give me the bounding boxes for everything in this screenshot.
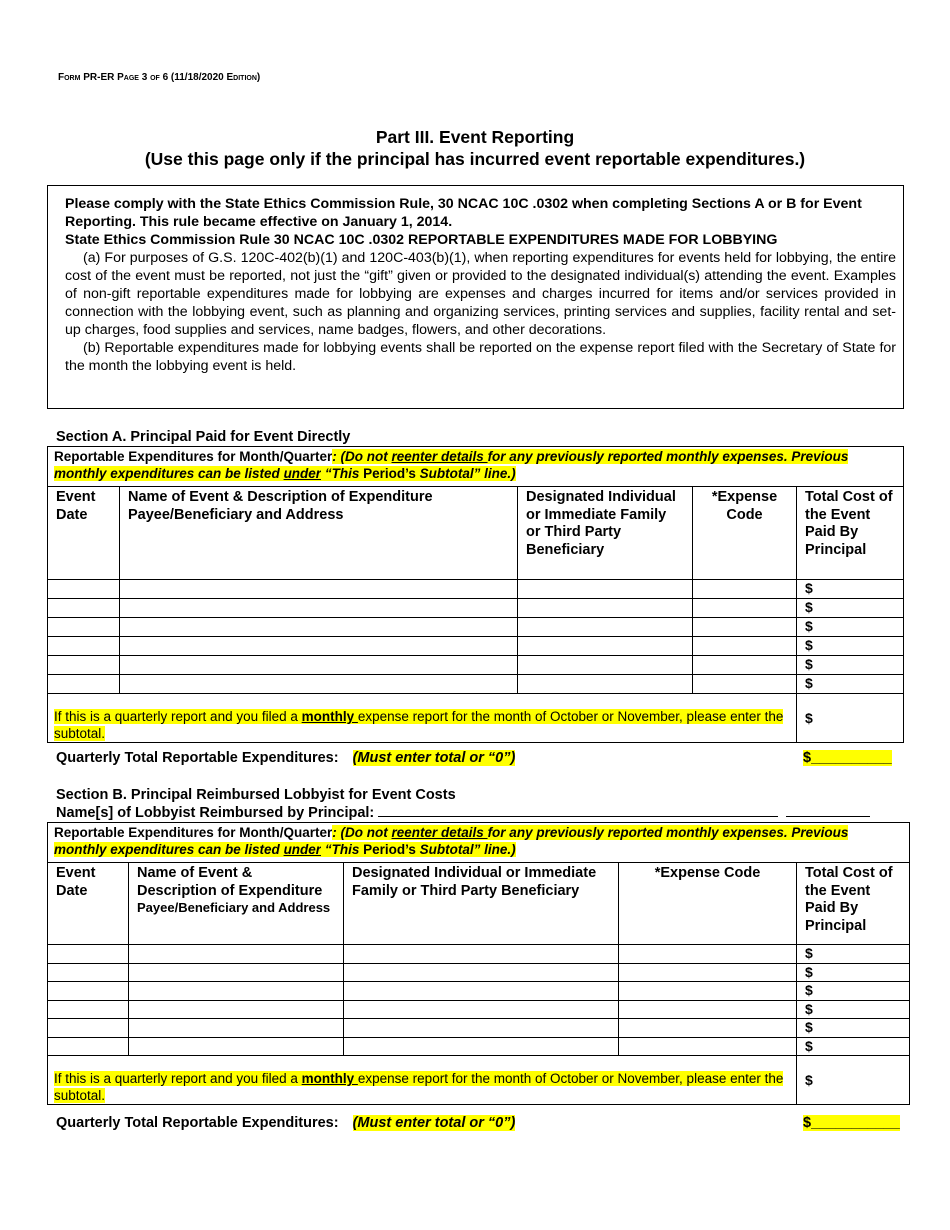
name-cell[interactable] xyxy=(120,618,518,637)
table-row xyxy=(48,1019,910,1038)
section-b-title: Section B. Principal Reimbursed Lobbyist for Event Costs xyxy=(56,787,456,803)
date-cell[interactable] xyxy=(48,982,129,1001)
date-cell[interactable] xyxy=(48,945,129,964)
total-cell[interactable]: $ xyxy=(797,1037,910,1056)
code-cell[interactable] xyxy=(693,618,797,637)
banner-part5: “This xyxy=(321,466,364,481)
code-cell[interactable] xyxy=(693,656,797,675)
banner-part3: for any previously reported monthly expenses. Previous monthly expenditures can be listed xyxy=(54,449,849,481)
banner-part2: reenter details xyxy=(391,449,488,464)
table-row xyxy=(48,945,910,964)
page-title: Part III. Event Reporting xyxy=(375,127,575,147)
note-before: If this is a quarterly report and you filed a xyxy=(54,1071,302,1086)
col-event-date: Event Date xyxy=(48,863,129,945)
table-row xyxy=(48,1000,910,1019)
date-cell[interactable] xyxy=(48,1019,129,1038)
total-cell[interactable]: $ xyxy=(797,675,904,694)
banner-part6: Period’s xyxy=(363,842,416,857)
table-row xyxy=(48,656,904,675)
page-subtitle: (Use this page only if the principal has incurred event reportable expenditures.) xyxy=(144,149,806,169)
date-cell[interactable] xyxy=(48,1037,129,1056)
form-header: Form PR-ER Page 3 of 6 (11/18/2020 Edition) xyxy=(58,72,261,83)
section-a-table xyxy=(47,446,904,743)
rule-heading: State Ethics Commission Rule 30 NCAC 10C .0302 REPORTABLE EXPENDITURES MADE FOR LOBBYING xyxy=(65,232,778,248)
date-cell[interactable] xyxy=(48,1000,129,1019)
banner-part3: for any previously reported monthly expenses. Previous monthly expenditures can be listed xyxy=(54,825,849,857)
banner-lead: Reportable Expenditures for Month/Quarter xyxy=(54,449,333,464)
subtotal-note xyxy=(48,1056,797,1105)
designated-cell[interactable] xyxy=(344,963,619,982)
name-cell[interactable] xyxy=(120,599,518,618)
date-cell[interactable] xyxy=(48,599,120,618)
total-cell[interactable]: $ xyxy=(797,637,904,656)
section-a-banner xyxy=(48,447,904,487)
total-cell[interactable]: $ xyxy=(797,945,910,964)
col-expense-code: *Expense Code xyxy=(619,863,797,945)
designated-cell[interactable] xyxy=(518,580,693,599)
date-cell[interactable] xyxy=(48,675,120,694)
total-cell[interactable]: $ xyxy=(797,982,910,1001)
col-name-sublabel: Payee/Beneficiary and Address xyxy=(137,900,331,915)
quarterly-total-b xyxy=(56,1115,515,1131)
note-monthly: monthly xyxy=(301,1071,358,1086)
section-b-banner xyxy=(48,823,910,863)
banner-part7: Subtotal” line.) xyxy=(415,842,516,857)
quarterly-label: Quarterly Total Reportable Expenditures: xyxy=(56,1115,339,1131)
banner-part1: (Do not xyxy=(340,825,392,840)
table-row xyxy=(48,618,904,637)
col-total-cost: Total Cost of the Event Paid By Principal xyxy=(797,487,904,580)
table-row xyxy=(48,675,904,694)
designated-cell[interactable] xyxy=(518,599,693,618)
rule-box xyxy=(47,185,904,409)
name-cell[interactable] xyxy=(129,945,344,964)
designated-cell[interactable] xyxy=(518,675,693,694)
col-event-date: Event Date xyxy=(48,487,120,580)
table-row xyxy=(48,1037,910,1056)
must-enter-note: (Must enter total or “0”) xyxy=(352,1115,516,1131)
table-row xyxy=(48,963,910,982)
name-cell[interactable] xyxy=(120,675,518,694)
table-row xyxy=(48,599,904,618)
date-cell[interactable] xyxy=(48,637,120,656)
lobbyist-name-field-2[interactable] xyxy=(786,816,870,817)
must-enter-note: (Must enter total or “0”) xyxy=(352,750,516,766)
code-cell[interactable] xyxy=(619,982,797,1001)
quarterly-total-a-field[interactable]: $__________ xyxy=(803,750,892,766)
banner-part1: (Do not xyxy=(340,449,392,464)
designated-cell[interactable] xyxy=(518,637,693,656)
subtotal-cell[interactable]: $ xyxy=(797,694,904,743)
name-cell[interactable] xyxy=(129,1000,344,1019)
note-monthly: monthly xyxy=(301,709,358,724)
code-cell[interactable] xyxy=(693,599,797,618)
designated-cell[interactable] xyxy=(344,1037,619,1056)
name-cell[interactable] xyxy=(120,637,518,656)
banner-part6: Period’s xyxy=(363,466,416,481)
quarterly-total-a xyxy=(56,750,515,766)
designated-cell[interactable] xyxy=(518,656,693,675)
total-cell[interactable]: $ xyxy=(797,656,904,675)
note-before: If this is a quarterly report and you filed a xyxy=(54,709,302,724)
col-designated-individual: Designated Individual or Immediate Family or Third Party Beneficiary xyxy=(344,863,619,945)
col-name-of-event xyxy=(129,863,344,945)
banner-part5: “This xyxy=(321,842,364,857)
rule-para-a: (a) For purposes of G.S. 120C-402(b)(1) and 120C-403(b)(1), when reporting expenditures for events held for lobbying, the entire cost of the event must be reported, not just the “gift” given or provided to the designated individual(s) attending the event. Examples of non-gift reportable expenditures made for lobbying are expenses and charges incurred for items and/or services provided in connection with the lobbying event, such as planning and organizing services, printing services and supplies, facility rental and set-up charges, food supplies and services, name badges, flowers, and other decorations. xyxy=(65,250,896,338)
quarterly-total-b-field[interactable]: $___________ xyxy=(803,1115,900,1131)
banner-colon: : xyxy=(332,825,341,840)
date-cell[interactable] xyxy=(48,656,120,675)
total-cell[interactable]: $ xyxy=(797,963,910,982)
name-cell[interactable] xyxy=(129,963,344,982)
quarterly-label: Quarterly Total Reportable Expenditures: xyxy=(56,750,339,766)
code-cell[interactable] xyxy=(693,580,797,599)
name-cell[interactable] xyxy=(120,656,518,675)
col-expense-code: *Expense Code xyxy=(693,487,797,580)
note-after: expense report for the month of October or November, please enter the subtotal. xyxy=(54,709,784,741)
note-after: expense report for the month of October or November, please enter the subtotal. xyxy=(54,1071,784,1103)
table-row xyxy=(48,637,904,656)
rule-para-b: (b) Reportable expenditures made for lobbying events shall be reported on the expense report filed with the Secretary of State for the month the lobbying event is held. xyxy=(65,340,896,374)
code-cell[interactable] xyxy=(619,1037,797,1056)
name-cell[interactable] xyxy=(129,1037,344,1056)
subtotal-note xyxy=(48,694,797,743)
total-cell[interactable]: $ xyxy=(797,599,904,618)
designated-cell[interactable] xyxy=(518,618,693,637)
banner-lead: Reportable Expenditures for Month/Quarter xyxy=(54,825,333,840)
banner-colon: : xyxy=(332,449,341,464)
banner-part7: Subtotal” line.) xyxy=(415,466,516,481)
date-cell[interactable] xyxy=(48,580,120,599)
table-row xyxy=(48,982,910,1001)
banner-part2: reenter details xyxy=(391,825,488,840)
code-cell[interactable] xyxy=(693,675,797,694)
designated-cell[interactable] xyxy=(344,945,619,964)
total-cell[interactable]: $ xyxy=(797,1019,910,1038)
rule-intro: Please comply with the State Ethics Commission Rule, 30 NCAC 10C .0302 when completing Sections A or B for Event Reporting. This rule became effective on January 1, 2014. xyxy=(65,196,862,230)
name-cell[interactable] xyxy=(129,1019,344,1038)
section-b-table xyxy=(47,822,910,1105)
table-row xyxy=(48,580,904,599)
code-cell[interactable] xyxy=(619,1000,797,1019)
name-cell[interactable] xyxy=(129,982,344,1001)
code-cell[interactable] xyxy=(619,945,797,964)
name-cell[interactable] xyxy=(120,580,518,599)
total-cell[interactable]: $ xyxy=(797,1000,910,1019)
col-name-of-event: Name of Event & Description of Expenditure Payee/Beneficiary and Address xyxy=(120,487,518,580)
banner-part4: under xyxy=(283,842,322,857)
code-cell[interactable] xyxy=(619,963,797,982)
col-total-cost: Total Cost of the Event Paid By Principal xyxy=(797,863,910,945)
lobbyist-name-label: Name[s] of Lobbyist Reimbursed by Principal: xyxy=(56,805,375,821)
lobbyist-name-field[interactable] xyxy=(378,816,778,817)
col-designated-individual: Designated Individual or Immediate Family or Third Party Beneficiary xyxy=(518,487,693,580)
total-cell[interactable]: $ xyxy=(797,618,904,637)
designated-cell[interactable] xyxy=(344,1019,619,1038)
code-cell[interactable] xyxy=(693,637,797,656)
total-cell[interactable]: $ xyxy=(797,580,904,599)
designated-cell[interactable] xyxy=(344,982,619,1001)
subtotal-cell[interactable]: $ xyxy=(797,1056,910,1105)
section-a-title: Section A. Principal Paid for Event Directly xyxy=(56,429,351,445)
banner-part4: under xyxy=(283,466,322,481)
designated-cell[interactable] xyxy=(344,1000,619,1019)
lobbyist-name-row xyxy=(56,804,870,822)
code-cell[interactable] xyxy=(619,1019,797,1038)
date-cell[interactable] xyxy=(48,963,129,982)
col-name-label: Name of Event & Description of Expenditure xyxy=(137,865,323,899)
date-cell[interactable] xyxy=(48,618,120,637)
